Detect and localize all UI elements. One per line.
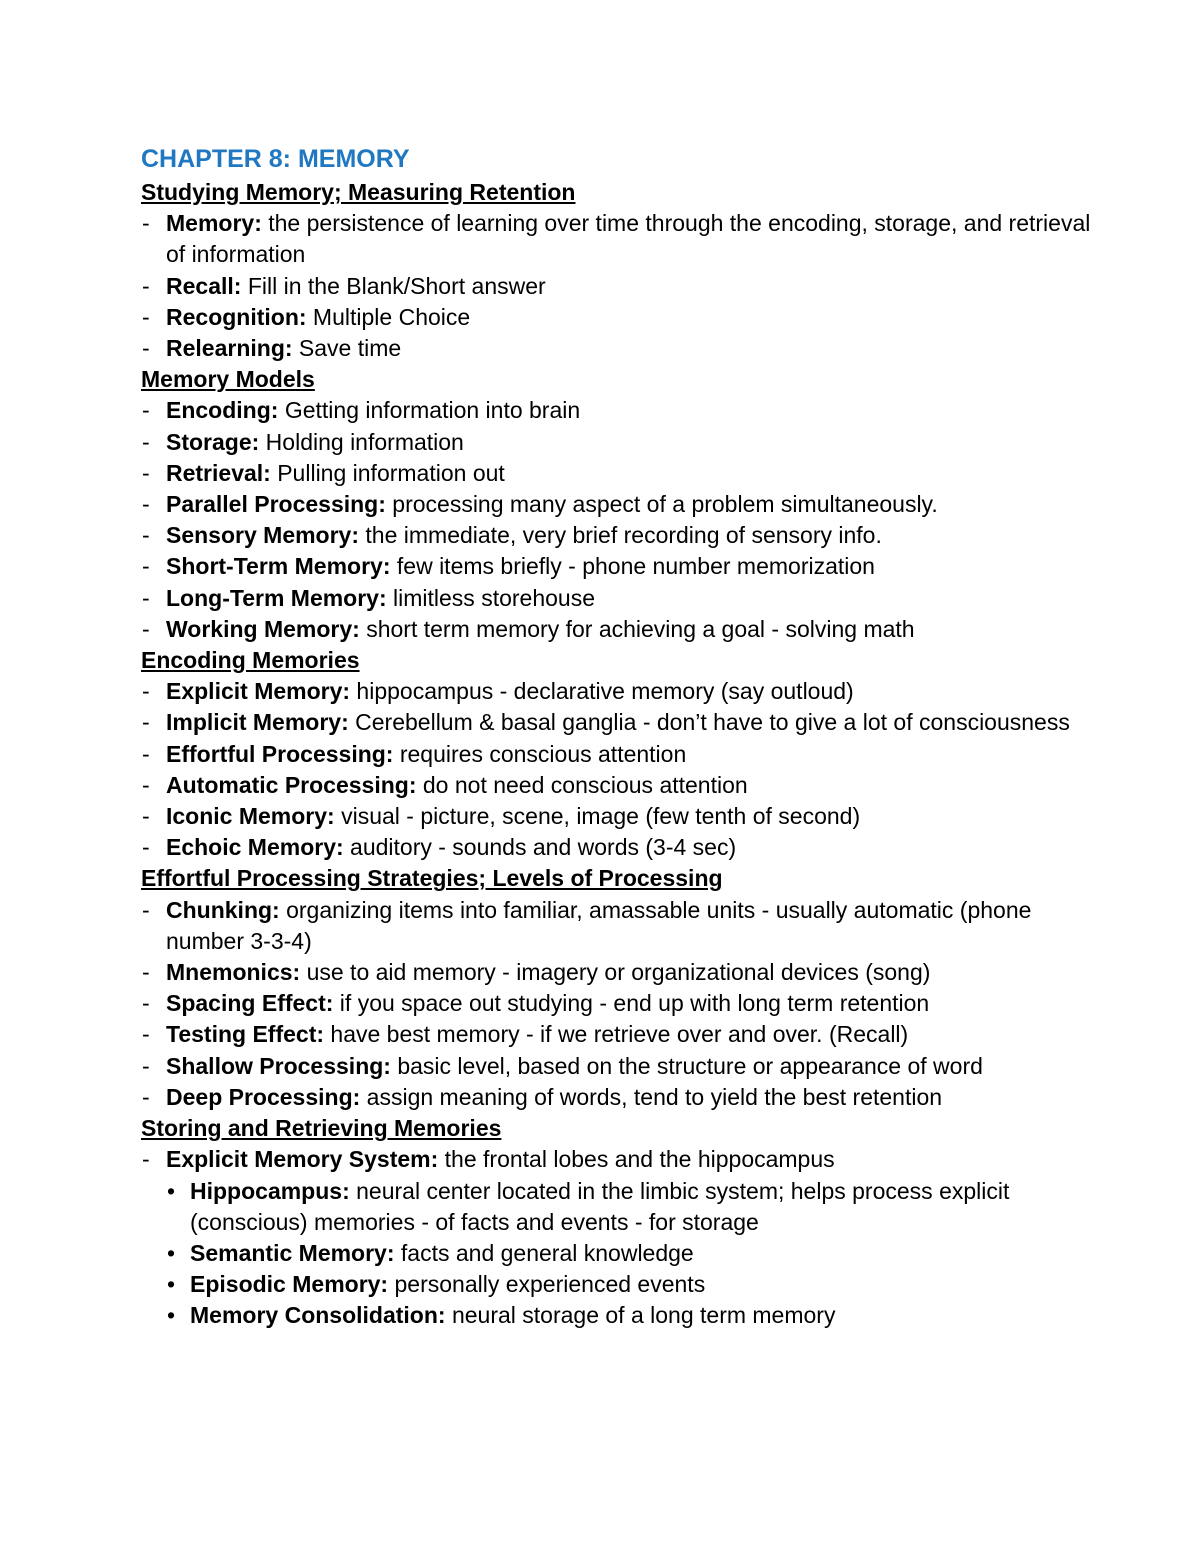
term-list-item <box>141 458 1091 489</box>
dash-marker: - <box>142 678 150 705</box>
sub-term-item <box>141 1238 1091 1269</box>
term-definition: Multiple Choice <box>306 303 471 330</box>
dash-marker: - <box>142 803 150 830</box>
term-name: Storage: <box>166 428 260 455</box>
term-list-item <box>141 520 1091 551</box>
dash-marker: - <box>142 709 150 736</box>
dash-marker: - <box>142 834 150 861</box>
sub-term-item <box>141 1176 1091 1238</box>
dash-marker: - <box>142 272 150 299</box>
sections-container <box>141 177 1091 1332</box>
term-definition: personally experienced events <box>388 1271 706 1298</box>
term-list-item <box>141 333 1091 364</box>
term-name: Retrieval: <box>166 459 271 486</box>
sub-term-item <box>141 1300 1091 1331</box>
document-page <box>141 141 1091 1332</box>
bullet-marker: • <box>167 1239 176 1266</box>
term-definition: have best memory - if we retrieve over and over. (Recall) <box>324 1021 909 1048</box>
term-definition: Cerebellum & basal ganglia - don’t have to give a lot of consciousness <box>348 709 1070 736</box>
term-definition: do not need conscious attention <box>416 771 748 798</box>
dash-marker: - <box>142 771 150 798</box>
section-heading: Memory Models <box>141 366 315 393</box>
term-name: Automatic Processing: <box>166 771 417 798</box>
term-name: Episodic Memory: <box>190 1271 389 1298</box>
term-definition: visual - picture, scene, image (few tenth of second) <box>334 803 861 830</box>
dash-marker: - <box>142 335 150 362</box>
term-definition: limitless storehouse <box>386 584 595 611</box>
term-list-item <box>141 801 1091 832</box>
term-list-item <box>141 1051 1091 1082</box>
term-name: Spacing Effect: <box>166 990 334 1017</box>
term-definition: auditory - sounds and words (3-4 sec) <box>343 834 737 861</box>
term-list-item <box>141 614 1091 645</box>
dash-marker: - <box>142 459 150 486</box>
term-name: Relearning: <box>166 335 293 362</box>
term-name: Semantic Memory: <box>190 1239 395 1266</box>
term-name: Deep Processing: <box>166 1083 361 1110</box>
term-definition: few items briefly - phone number memorization <box>390 553 875 580</box>
term-name: Echoic Memory: <box>166 834 344 861</box>
dash-marker: - <box>142 990 150 1017</box>
term-definition: Pulling information out <box>270 459 505 486</box>
term-list-item <box>141 395 1091 426</box>
term-definition: the persistence of learning over time through the encoding, storage, and retrieval of information <box>166 210 1091 268</box>
term-name: Recognition: <box>166 303 307 330</box>
term-definition: Holding information <box>259 428 464 455</box>
term-list <box>141 676 1091 863</box>
term-definition: the immediate, very brief recording of sensory info. <box>359 522 882 549</box>
dash-marker: - <box>142 740 150 767</box>
term-list-item <box>141 832 1091 863</box>
term-list-item <box>141 208 1091 270</box>
term-list-item <box>141 707 1091 738</box>
dash-marker: - <box>142 1083 150 1110</box>
term-name: Sensory Memory: <box>166 522 360 549</box>
term-list-item <box>141 271 1091 302</box>
term-list <box>141 895 1091 1113</box>
section-heading: Encoding Memories <box>141 647 360 674</box>
term-list <box>141 1144 1091 1331</box>
dash-marker: - <box>142 491 150 518</box>
term-definition: neural center located in the limbic system; helps process explicit (conscious) memories - of facts and events - for storage <box>190 1177 1010 1235</box>
term-name: Recall: <box>166 272 242 299</box>
term-name: Iconic Memory: <box>166 803 335 830</box>
section-heading: Storing and Retrieving Memories <box>141 1115 502 1142</box>
term-name: Chunking: <box>166 896 280 923</box>
dash-marker: - <box>142 584 150 611</box>
bullet-marker: • <box>167 1302 176 1329</box>
dash-marker: - <box>142 959 150 986</box>
term-definition: neural storage of a long term memory <box>445 1302 836 1329</box>
term-list-item <box>141 1019 1091 1050</box>
term-list-item <box>141 1144 1091 1175</box>
dash-marker: - <box>142 522 150 549</box>
term-list-item <box>141 739 1091 770</box>
term-definition: Fill in the Blank/Short answer <box>241 272 546 299</box>
term-list <box>141 208 1091 364</box>
dash-marker: - <box>142 428 150 455</box>
term-name: Memory: <box>166 210 262 237</box>
term-definition: short term memory for achieving a goal - solving math <box>359 615 915 642</box>
term-definition: Getting information into brain <box>278 397 581 424</box>
term-definition: facts and general knowledge <box>394 1239 694 1266</box>
term-name: Shallow Processing: <box>166 1052 391 1079</box>
dash-marker: - <box>142 1021 150 1048</box>
sub-term-item <box>141 1269 1091 1300</box>
term-name: Memory Consolidation: <box>190 1302 446 1329</box>
term-list-item <box>141 676 1091 707</box>
dash-marker: - <box>142 397 150 424</box>
term-list-item <box>141 988 1091 1019</box>
term-list-item <box>141 895 1091 957</box>
term-list-item <box>141 489 1091 520</box>
dash-marker: - <box>142 896 150 923</box>
term-name: Working Memory: <box>166 615 360 642</box>
term-definition: processing many aspect of a problem simultaneously. <box>385 491 938 518</box>
term-name: Effortful Processing: <box>166 740 394 767</box>
dash-marker: - <box>142 210 150 237</box>
term-list-item <box>141 1082 1091 1113</box>
dash-marker: - <box>142 553 150 580</box>
dash-marker: - <box>142 303 150 330</box>
term-definition: organizing items into familiar, amassable units - usually automatic (phone number 3-3-4) <box>166 896 1032 954</box>
term-name: Long-Term Memory: <box>166 584 387 611</box>
bullet-marker: • <box>167 1177 176 1204</box>
term-definition: if you space out studying - end up with long term retention <box>333 990 930 1017</box>
dash-marker: - <box>142 1052 150 1079</box>
term-list-item <box>141 957 1091 988</box>
term-list-item <box>141 302 1091 333</box>
term-definition: the frontal lobes and the hippocampus <box>438 1146 835 1173</box>
term-list-item <box>141 427 1091 458</box>
term-name: Encoding: <box>166 397 279 424</box>
term-definition: basic level, based on the structure or appearance of word <box>390 1052 983 1079</box>
bullet-marker: • <box>167 1271 176 1298</box>
term-definition: use to aid memory - imagery or organizational devices (song) <box>300 959 931 986</box>
term-name: Hippocampus: <box>190 1177 350 1204</box>
section-heading: Studying Memory; Measuring Retention <box>141 179 576 205</box>
term-list-item <box>141 770 1091 801</box>
term-list-item <box>141 551 1091 582</box>
term-definition: assign meaning of words, tend to yield the best retention <box>360 1083 943 1110</box>
sub-term-list <box>141 1176 1091 1332</box>
term-name: Parallel Processing: <box>166 491 386 518</box>
dash-marker: - <box>142 615 150 642</box>
term-name: Explicit Memory System: <box>166 1146 439 1173</box>
term-list <box>141 395 1091 645</box>
dash-marker: - <box>142 1146 150 1173</box>
term-definition: Save time <box>292 335 402 362</box>
term-name: Mnemonics: <box>166 959 301 986</box>
term-name: Explicit Memory: <box>166 678 351 705</box>
term-list-item <box>141 583 1091 614</box>
term-name: Short-Term Memory: <box>166 553 391 580</box>
term-name: Testing Effect: <box>166 1021 325 1048</box>
section-heading: Effortful Processing Strategies; Levels of Processing <box>141 865 723 892</box>
chapter-title: CHAPTER 8: MEMORY <box>141 145 410 173</box>
term-name: Implicit Memory: <box>166 709 349 736</box>
term-definition: requires conscious attention <box>393 740 687 767</box>
term-definition: hippocampus - declarative memory (say outloud) <box>350 678 854 705</box>
